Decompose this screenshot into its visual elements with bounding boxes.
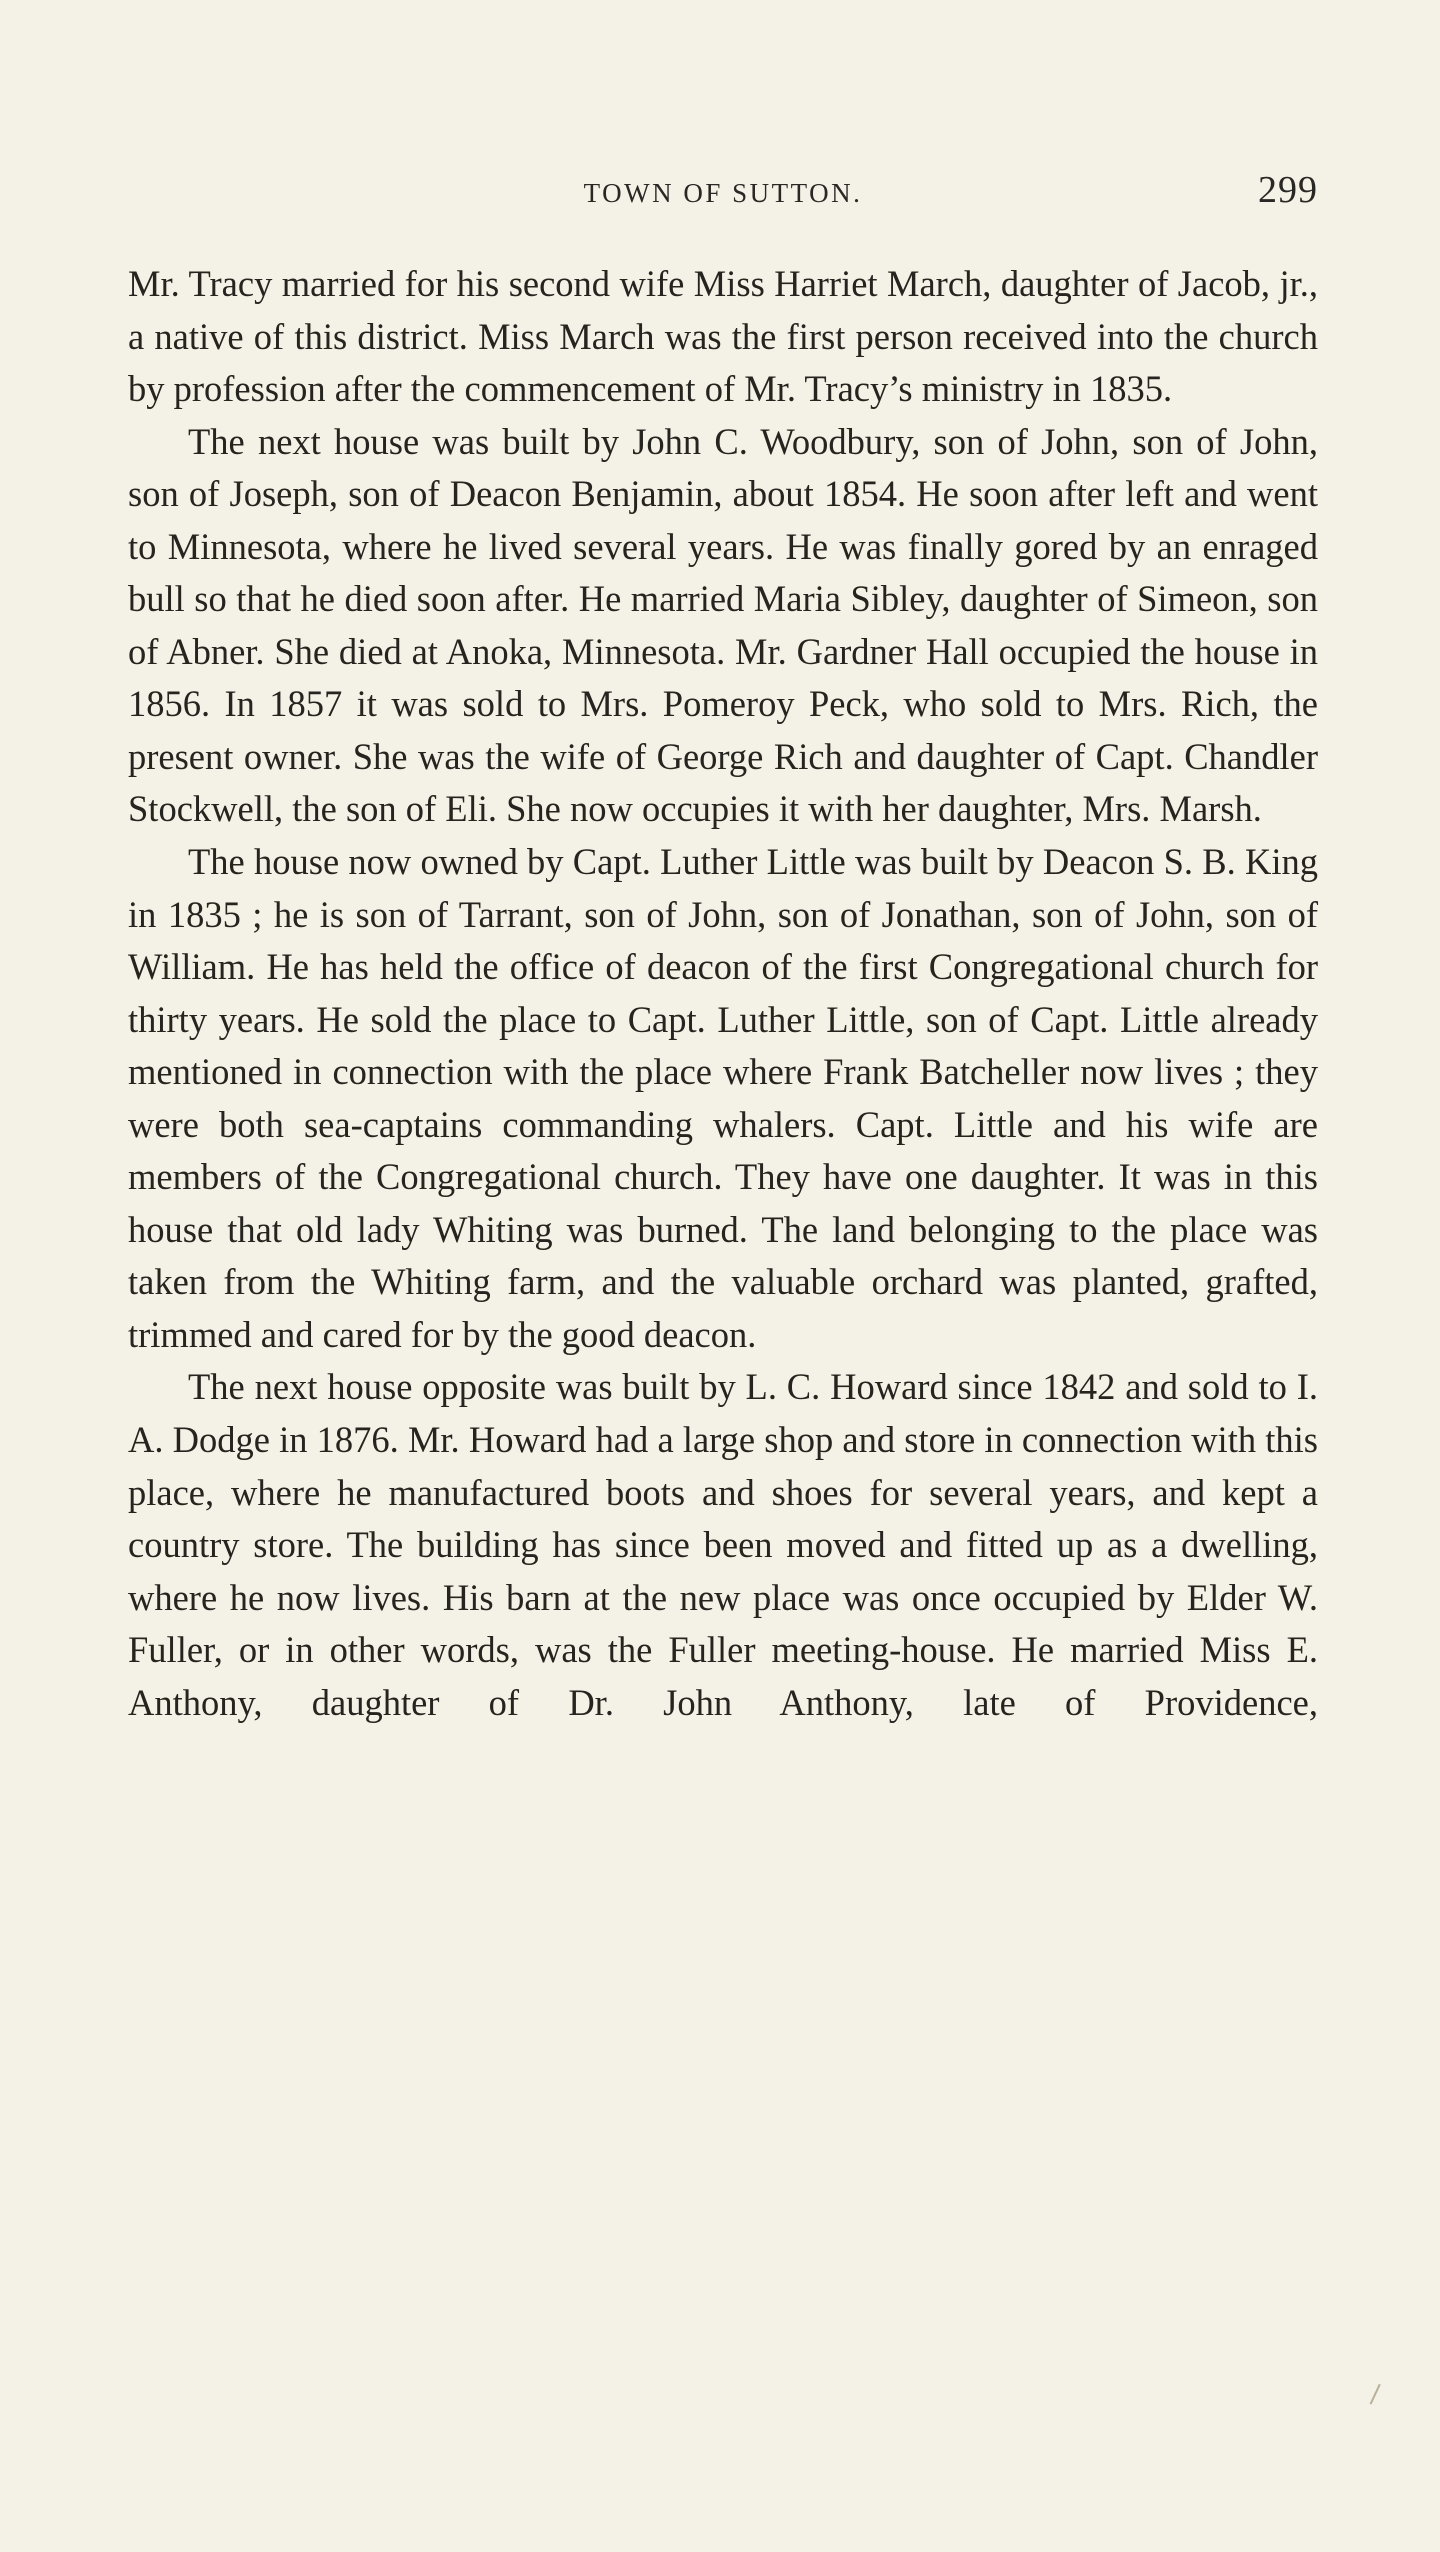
paragraph-2: The next house was built by John C. Woodbury, son of John, son of John, son of Joseph, son of Deacon Benjamin, about 1854. He soon after left and went to Minnesota, where he lived several years. He was finally gored by an enraged bull so that he died soon after. He married Maria Sibley, daughter of Simeon, son of Abner. She died at Anoka, Minnesota. Mr. Gardner Hall occupied the house in 1856. In 1857 it was sold to Mrs. Pomeroy Peck, who sold to Mrs. Rich, the present owner. She was the wife of George Rich and daughter of Capt. Chandler Stockwell, the son of Eli. She now occupies it with her daughter, Mrs. Marsh. [128, 420, 1318, 830]
page-number: 299 [1258, 169, 1318, 211]
paragraph-4: The next house opposite was built by L. C. Howard since 1842 and sold to I. A. Dodge in 1876. Mr. Howard had a large shop and store in connection with this place, where he manufactured boots and shoes for several years, and kept a country store. The building has since been moved and fitted up as a dwelling, where he now lives. His barn at the new place was once occupied by Elder W. Fuller, or in other words, was the Fuller meeting-house. He married Miss E. Anthony, daughter of Dr. John Anthony, late of Providence, [128, 1366, 1318, 1723]
paragraph-3: The house now owned by Capt. Luther Little was built by Deacon S. B. King in 1835 ; he is son of Tarrant, son of John, son of Jonathan, son of John, son of William. He has held the office of deacon of the first Congregational church for thirty years. He sold the place to Capt. Luther Little, son of Capt. Little already mentioned in connection with the place where Frank Batcheller now lives ; they were both sea-captains commanding whalers. Capt. Little and his wife are members of the Congregational church. They have one daughter. It was in this house that old lady Whiting was burned. The land belonging to the place was taken from the Whiting farm, and the valuable orchard was planted, grafted, trimmed and cared for by the good deacon. [128, 841, 1318, 1355]
margin-mark [1370, 2384, 1385, 2406]
paragraph-1: Mr. Tracy married for his second wife Miss Harriet March, daughter of Jacob, jr., a native of this district. Miss March was the first person received into the church by profession after the commencement of Mr. Tracy’s ministry in 1835. [128, 263, 1318, 410]
running-title: TOWN OF SUTTON. [583, 178, 863, 208]
running-head [128, 168, 1318, 220]
body-text [128, 258, 1318, 1729]
